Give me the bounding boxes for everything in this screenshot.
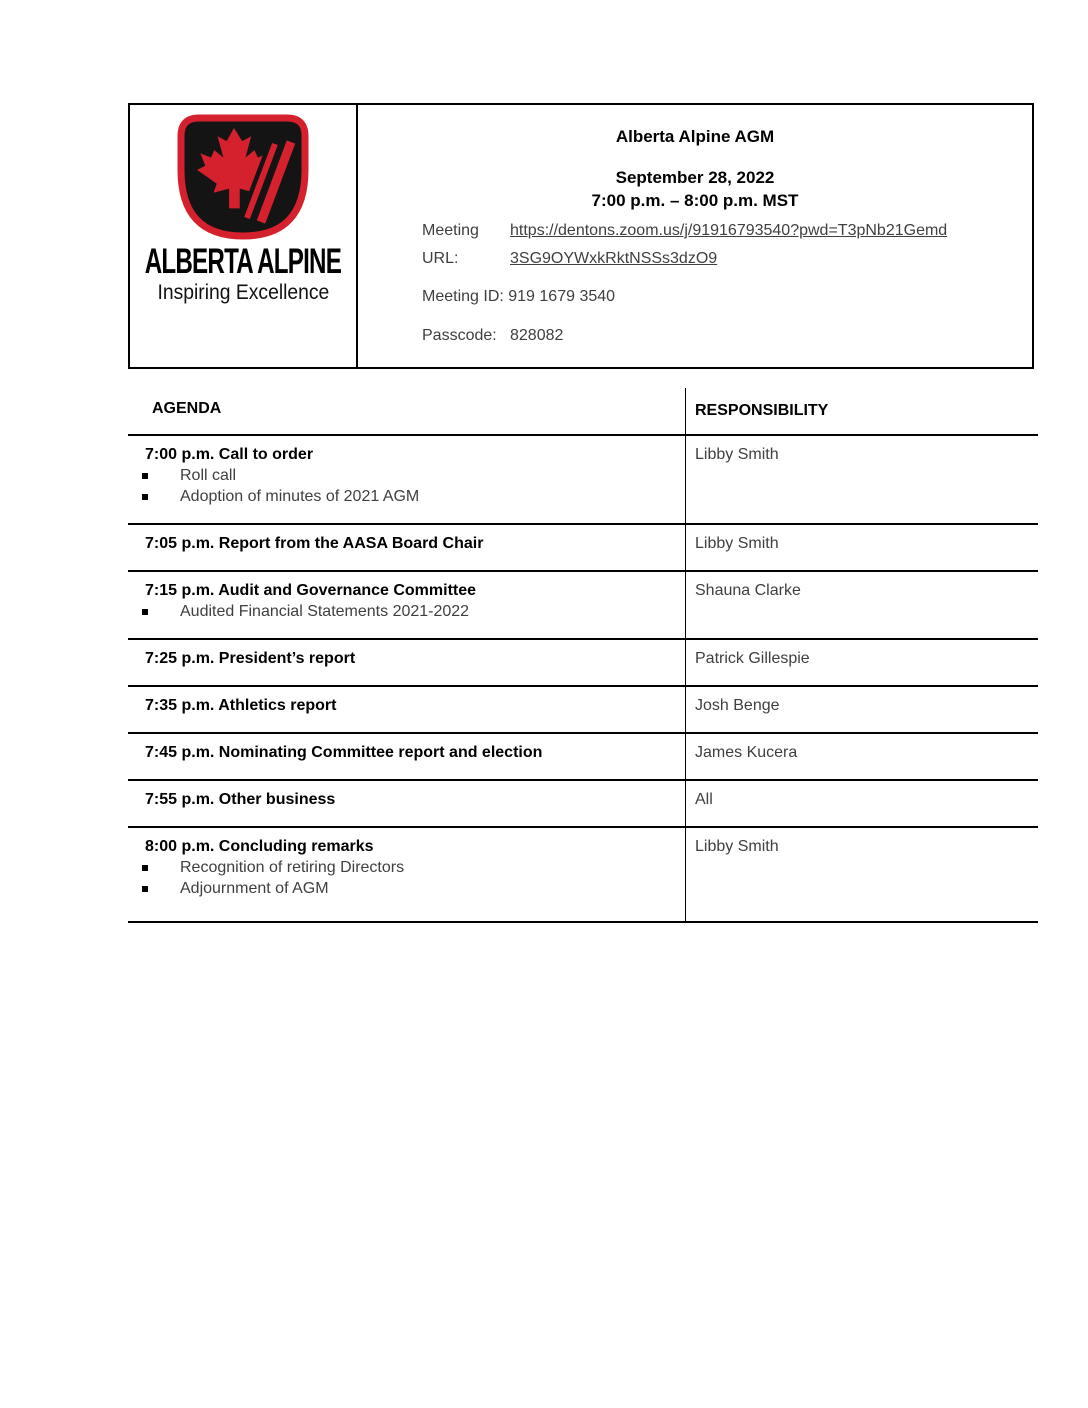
agenda-bullet-text: Recognition of retiring Directors (180, 859, 405, 876)
agenda-bullet-text: Adoption of minutes of 2021 AGM (180, 488, 420, 505)
agenda-item-title: 7:55 p.m. Other business (145, 791, 336, 808)
agenda-bullet-item (128, 465, 675, 486)
agenda-table-row (128, 572, 1038, 640)
responsibility-cell: Patrick Gillespie (685, 640, 1038, 685)
responsibility-cell: James Kucera (685, 734, 1038, 779)
zoom-meeting-link-line2[interactable]: 3SG9OYWxkRktNSSs3dzO9 (510, 250, 718, 267)
zoom-meeting-link-line1[interactable]: https://dentons.zoom.us/j/91916793540?pwd=T3pNb21Gemd (510, 222, 948, 239)
agenda-bullet-item (128, 857, 675, 878)
meeting-id-line: Meeting ID: 919 1679 3540 (422, 288, 616, 305)
agenda-table-row (128, 687, 1038, 734)
responsibility-column-header: RESPONSIBILITY (685, 388, 1038, 434)
passcode-label: Passcode: (422, 327, 497, 344)
agenda-item-title: 7:25 p.m. President’s report (145, 650, 356, 667)
passcode-value: 828082 (510, 327, 564, 344)
agenda-item-title: 7:45 p.m. Nominating Committee report and election (145, 744, 543, 761)
square-bullet-icon (142, 473, 148, 479)
agenda-column-header: AGENDA (152, 400, 222, 417)
agenda-cell (128, 572, 685, 638)
meeting-time: 7:00 p.m. – 8:00 p.m. MST (591, 191, 799, 210)
agenda-item-bullets (128, 465, 675, 507)
agenda-bullet-text: Audited Financial Statements 2021-2022 (180, 603, 470, 620)
agenda-table (128, 388, 1038, 923)
agenda-cell (128, 525, 685, 570)
square-bullet-icon (142, 494, 148, 500)
agenda-table-row (128, 734, 1038, 781)
alberta-alpine-shield-logo-icon (177, 114, 309, 240)
meeting-url-row (422, 217, 1032, 273)
responsibility-cell: Libby Smith (685, 525, 1038, 570)
agenda-table-body (128, 436, 1038, 923)
responsibility-cell: Libby Smith (685, 828, 1038, 921)
org-tagline: Inspiring Excellence (157, 281, 329, 304)
agenda-table-row (128, 525, 1038, 572)
agenda-bullet-text: Adjournment of AGM (180, 880, 329, 897)
agenda-bullet-item (128, 601, 675, 622)
square-bullet-icon (142, 865, 148, 871)
agenda-cell (128, 640, 685, 685)
agenda-table-header-row (128, 388, 1038, 436)
passcode-row (422, 327, 1032, 345)
agenda-table-row (128, 828, 1038, 923)
agenda-item-title: 7:15 p.m. Audit and Governance Committee (145, 582, 477, 599)
agenda-bullet-item (128, 878, 675, 899)
org-name: ALBERTA ALPINE (144, 240, 342, 281)
logo-cell (130, 105, 358, 367)
agenda-item-bullets (128, 857, 675, 899)
agenda-table-row (128, 781, 1038, 828)
agenda-item-bullets (128, 601, 675, 622)
responsibility-cell: Shauna Clarke (685, 572, 1038, 638)
meeting-header-box (128, 103, 1034, 369)
agenda-table-row (128, 436, 1038, 525)
agenda-bullet-text: Roll call (180, 467, 237, 484)
agenda-item-title: 7:00 p.m. Call to order (145, 446, 314, 463)
agenda-item-title: 7:05 p.m. Report from the AASA Board Chair (145, 535, 484, 552)
agenda-bullet-item (128, 486, 675, 507)
responsibility-cell: Libby Smith (685, 436, 1038, 523)
meeting-details-cell (358, 105, 1032, 367)
responsibility-cell: All (685, 781, 1038, 826)
square-bullet-icon (142, 609, 148, 615)
agenda-cell (128, 436, 685, 523)
meeting-title: Alberta Alpine AGM (615, 127, 775, 146)
agenda-item-title: 7:35 p.m. Athletics report (145, 697, 337, 714)
agenda-table-row (128, 640, 1038, 687)
meeting-url-label: Meeting URL: (422, 222, 479, 267)
agenda-cell (128, 734, 685, 779)
agenda-cell (128, 828, 685, 921)
responsibility-cell: Josh Benge (685, 687, 1038, 732)
meeting-url-value (510, 217, 1032, 273)
square-bullet-icon (142, 886, 148, 892)
agenda-cell (128, 781, 685, 826)
agenda-item-title: 8:00 p.m. Concluding remarks (145, 838, 374, 855)
meeting-date: September 28, 2022 (615, 168, 775, 187)
agenda-cell (128, 687, 685, 732)
